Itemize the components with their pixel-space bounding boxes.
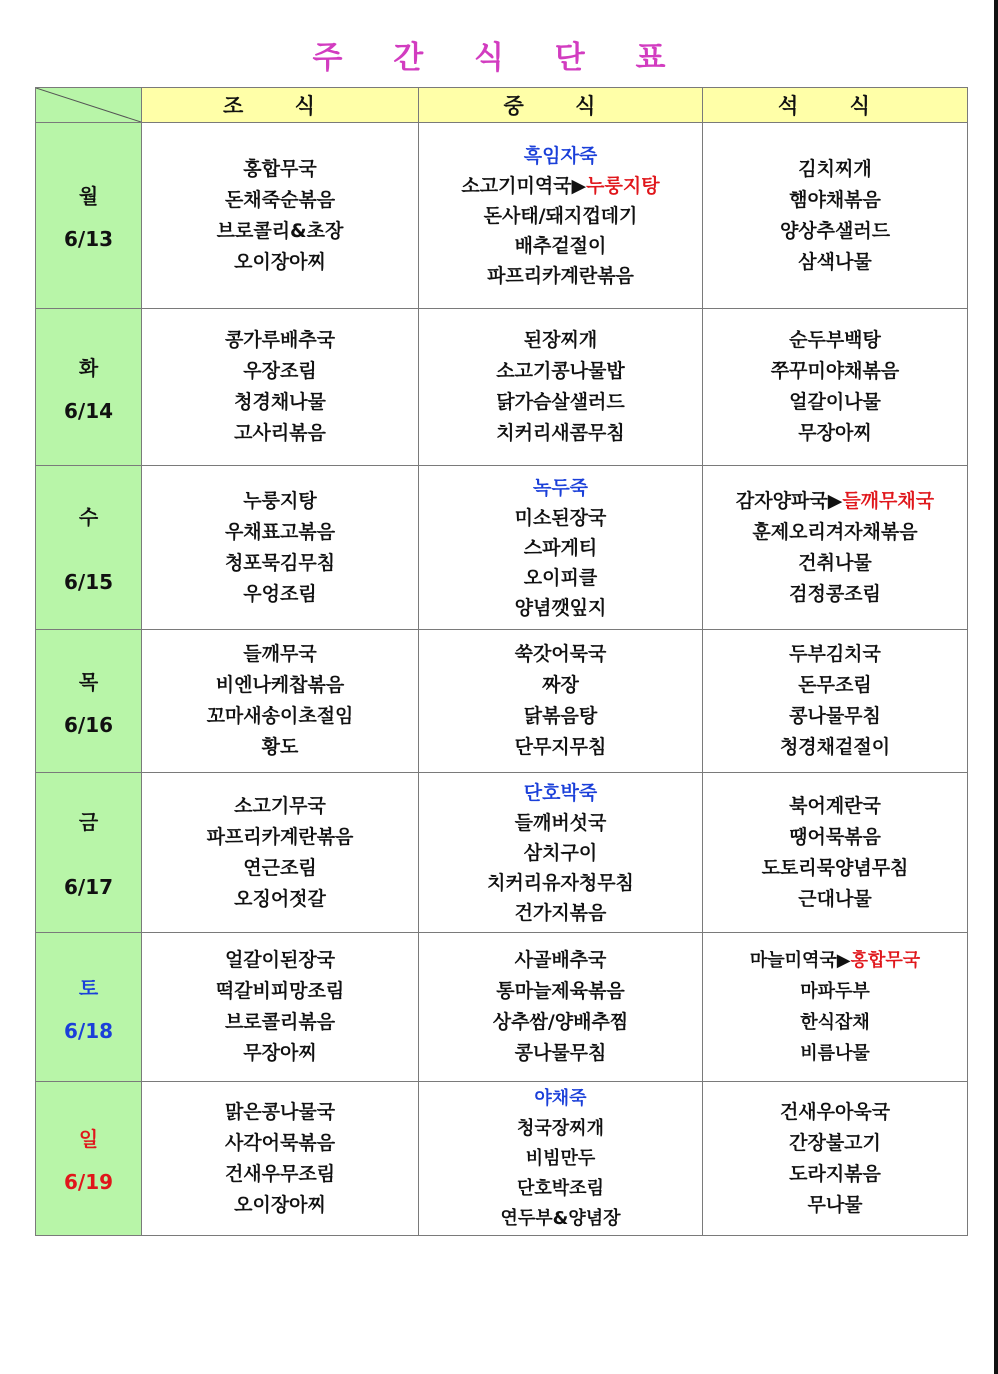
menu-item: 근대나물 (798, 887, 872, 910)
menu-item: 단무지무침 (514, 736, 607, 758)
menu-item-alternate (703, 486, 967, 517)
day-row-fri (36, 773, 968, 933)
menu-item: 쭈꾸미야채볶음 (770, 360, 900, 382)
menu-item: 청국장찌개 (517, 1117, 604, 1139)
day-cell (36, 466, 142, 630)
day-date: 6/14 (63, 398, 114, 423)
page-edge (994, 0, 998, 1374)
menu-item: 양념깻잎지 (514, 596, 607, 619)
menu-item: 콩가루배추국 (224, 329, 336, 351)
day-name: 월 (78, 184, 99, 208)
day-date: 6/19 (63, 1170, 114, 1194)
menu-item-replacement: 누룽지탕 (586, 174, 660, 197)
menu-item: 미소된장국 (514, 506, 607, 529)
menu-item: 오징어젓갈 (234, 887, 326, 910)
menu-item: 누룽지탕 (243, 489, 317, 512)
menu-item: 브로콜리&초장 (216, 219, 344, 242)
menu-item: 짜장 (542, 674, 579, 696)
menu-item: 삼치구이 (523, 841, 598, 864)
menu-item: 무나물 (807, 1193, 863, 1216)
menu-item: 우엉조림 (243, 582, 317, 605)
weekly-menu-table (35, 87, 968, 1236)
dinner-cell (703, 466, 968, 630)
day-date: 6/16 (63, 712, 114, 737)
day-cell (36, 1082, 142, 1236)
dinner-cell (703, 933, 968, 1082)
menu-item: 청경채나물 (234, 391, 326, 413)
arrow-right-icon: ▶ (571, 174, 587, 197)
day-row-sun (36, 1082, 968, 1236)
menu-item: 사골배추국 (514, 949, 607, 971)
special-porridge: 단호박죽 (523, 781, 598, 804)
special-porridge: 야채죽 (534, 1087, 587, 1109)
day-cell (36, 773, 142, 933)
menu-item: 햄야채볶음 (789, 188, 881, 211)
header-breakfast: 조 식 (142, 88, 419, 123)
menu-item: 도라지볶음 (789, 1162, 881, 1185)
breakfast-cell (142, 1082, 419, 1236)
day-date: 6/15 (63, 570, 114, 594)
menu-item: 두부김치국 (789, 643, 881, 665)
arrow-right-icon: ▶ (827, 489, 843, 512)
lunch-cell (419, 466, 703, 630)
breakfast-cell (142, 123, 419, 309)
day-name: 토 (78, 975, 99, 1000)
menu-item: 치커리새콤무침 (496, 422, 625, 444)
menu-item: 치커리유자청무침 (487, 871, 634, 894)
corner-cell (36, 88, 142, 123)
dinner-cell (703, 123, 968, 309)
day-cell (36, 630, 142, 773)
menu-item: 비빔만두 (525, 1147, 596, 1169)
menu-item: 떡갈비피망조림 (215, 980, 345, 1002)
menu-item: 소고기콩나물밥 (496, 360, 625, 382)
menu-item: 콩나물무침 (789, 705, 881, 727)
menu-item: 사각어묵볶음 (224, 1131, 336, 1154)
menu-item: 비엔나케찹볶음 (215, 674, 345, 696)
menu-item: 통마늘제육볶음 (496, 980, 625, 1002)
lunch-cell (419, 773, 703, 933)
menu-item: 단호박조림 (517, 1177, 604, 1199)
menu-item: 돈사태/돼지껍데기 (483, 204, 638, 227)
menu-item: 닭볶음탕 (523, 705, 598, 727)
menu-item: 마늘미역국 (749, 950, 837, 971)
menu-item: 북어계란국 (789, 794, 881, 817)
day-cell (36, 309, 142, 466)
header-row (36, 88, 968, 123)
dinner-cell (703, 309, 968, 466)
menu-item: 콩나물무침 (514, 1042, 607, 1064)
menu-item: 우장조림 (243, 360, 317, 382)
menu-item: 닭가슴살샐러드 (496, 391, 625, 413)
menu-item: 들깨버섯국 (514, 811, 607, 834)
day-row-mon (36, 123, 968, 309)
menu-item: 오이장아찌 (234, 1193, 326, 1216)
day-cell (36, 123, 142, 309)
lunch-cell (419, 123, 703, 309)
menu-item: 마파두부 (800, 981, 870, 1002)
menu-item: 우채표고볶음 (224, 520, 336, 543)
menu-item: 연두부&양념장 (500, 1207, 621, 1229)
day-cell (36, 933, 142, 1082)
lunch-cell (419, 309, 703, 466)
menu-item: 훈제오리겨자채볶음 (752, 520, 918, 543)
menu-item: 청경채겉절이 (779, 736, 891, 758)
day-date: 6/13 (63, 227, 114, 251)
day-name: 목 (78, 669, 99, 694)
menu-item: 김치찌개 (798, 157, 872, 180)
lunch-cell (419, 630, 703, 773)
menu-item: 건취나물 (798, 551, 872, 574)
page-title: 주 간 식 단 표 (312, 40, 686, 76)
menu-item: 건가지볶음 (514, 901, 607, 924)
menu-item: 오이장아찌 (234, 250, 326, 273)
menu-item-alternate (703, 945, 967, 976)
menu-item: 한식잡채 (800, 1012, 870, 1033)
menu-item-replacement: 홍합무국 (850, 950, 921, 971)
menu-item: 배추겉절이 (514, 234, 607, 257)
menu-item: 순두부백탕 (789, 329, 881, 351)
menu-item: 얼갈이나물 (789, 391, 881, 413)
day-name: 수 (78, 505, 99, 529)
breakfast-cell (142, 773, 419, 933)
menu-item: 돈채죽순볶음 (224, 188, 336, 211)
lunch-cell (419, 1082, 703, 1236)
menu-item: 홍합무국 (243, 157, 317, 180)
menu-item: 청포묵김무침 (224, 551, 336, 574)
menu-item: 쑥갓어묵국 (514, 643, 607, 665)
menu-item: 오이피클 (523, 566, 598, 589)
menu-item: 건새우무조림 (224, 1162, 336, 1185)
menu-item: 소고기무국 (234, 794, 326, 817)
menu-item: 황도 (261, 736, 299, 758)
menu-item: 꼬마새송이초절임 (206, 705, 354, 727)
day-name: 화 (78, 355, 99, 380)
breakfast-cell (142, 630, 419, 773)
breakfast-cell (142, 309, 419, 466)
menu-item-replacement: 들깨무채국 (842, 489, 935, 512)
menu-item: 상추쌈/양배추찜 (492, 1011, 629, 1033)
day-row-thu (36, 630, 968, 773)
menu-item: 맑은콩나물국 (224, 1100, 336, 1123)
menu-item: 삼색나물 (798, 250, 872, 273)
menu-item: 연근조림 (243, 856, 317, 879)
menu-item: 스파게티 (523, 536, 598, 559)
day-row-tue (36, 309, 968, 466)
day-name: 일 (78, 1127, 99, 1151)
menu-item: 도토리묵양념무침 (761, 856, 909, 879)
menu-item: 땡어묵볶음 (789, 825, 881, 848)
header-lunch: 중 식 (419, 88, 703, 123)
menu-item: 무장아찌 (798, 422, 872, 444)
menu-item: 무장아찌 (243, 1042, 317, 1064)
menu-item: 감자양파국 (735, 489, 828, 512)
day-date: 6/18 (63, 1018, 114, 1043)
breakfast-cell (142, 466, 419, 630)
menu-item: 얼갈이된장국 (224, 949, 336, 971)
menu-item: 소고기미역국 (461, 174, 572, 197)
header-dinner: 석 식 (703, 88, 968, 123)
menu-item: 고사리볶음 (234, 422, 326, 444)
menu-item: 된장찌개 (523, 329, 598, 351)
day-name: 금 (78, 810, 99, 834)
menu-item: 파프리카계란볶음 (206, 825, 354, 848)
day-row-wed (36, 466, 968, 630)
menu-item: 파프리카계란볶음 (487, 264, 634, 287)
menu-item: 돈무조림 (798, 674, 872, 696)
menu-item: 브로콜리볶음 (224, 1011, 336, 1033)
dinner-cell (703, 630, 968, 773)
menu-item: 들깨무국 (243, 643, 317, 665)
day-date: 6/17 (63, 875, 114, 899)
menu-item: 간장불고기 (789, 1131, 881, 1154)
dinner-cell (703, 773, 968, 933)
menu-item: 양상추샐러드 (779, 219, 891, 242)
lunch-cell (419, 933, 703, 1082)
day-row-sat (36, 933, 968, 1082)
menu-item-alternate (419, 171, 702, 201)
special-porridge: 흑임자죽 (523, 144, 598, 167)
dinner-cell (703, 1082, 968, 1236)
breakfast-cell (142, 933, 419, 1082)
diagonal-line (36, 88, 141, 122)
menu-item: 건새우아욱국 (779, 1100, 891, 1123)
special-porridge: 녹두죽 (532, 476, 589, 499)
menu-item: 검정콩조림 (789, 582, 881, 605)
menu-item: 비름나물 (800, 1043, 870, 1064)
arrow-right-icon: ▶ (836, 950, 851, 971)
